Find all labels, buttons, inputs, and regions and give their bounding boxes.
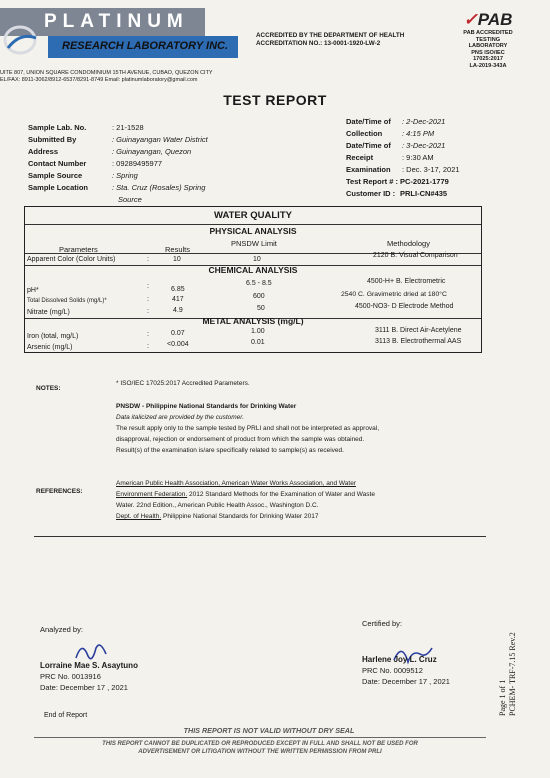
date-value: : 2-Dec-2021 xyxy=(402,117,446,126)
water-quality-table xyxy=(24,206,482,353)
certified-label: Certified by: xyxy=(362,619,403,628)
pab-accreditation xyxy=(448,10,528,70)
analyst-prc: PRC No. 0013916 xyxy=(40,672,101,681)
sample-values xyxy=(112,122,208,206)
cell-method: 4500-NO3- D Electrode Method xyxy=(355,303,454,310)
pab-line: 17025:2017 xyxy=(473,56,503,63)
analyst-date: Date: December 17 , 2021 xyxy=(40,683,128,692)
cell-param: pH* xyxy=(27,287,39,294)
divider xyxy=(25,224,481,225)
reference-line: Water. 22nd Edition., American Public Health Assoc., Washington D.C. xyxy=(116,502,319,509)
cell-param: Arsenic (mg/L) xyxy=(27,344,73,351)
date-value: : 3-Dec-2021 xyxy=(402,141,446,150)
divider xyxy=(34,737,486,738)
info-value-cont: Source xyxy=(118,195,142,204)
info-value: : Spring xyxy=(112,171,138,180)
references-label: REFERENCES: xyxy=(36,488,83,495)
pab-line: TESTING xyxy=(475,36,501,43)
cell-result: 10 xyxy=(173,256,181,263)
lab-name-top: PLATINUM xyxy=(44,11,189,32)
doh-accreditation xyxy=(256,32,404,48)
note-pnsdw: PNSDW - Philippine National Standards for Drinking Water xyxy=(116,403,297,410)
notes-label: NOTES: xyxy=(36,385,61,392)
footer-line: ADVERTISEMENT OR LITIGATION WITHOUT THE WRITTEN PERMISSION FROM PRLI xyxy=(138,749,382,755)
info-label: Contact Number xyxy=(28,159,87,168)
cell-sep: : xyxy=(147,283,149,290)
date-value: : 4:15 PM xyxy=(402,129,435,138)
info-value: : 09289495977 xyxy=(112,159,163,168)
info-label: Submitted By xyxy=(28,135,77,144)
customer-id: PRLI-CN#435 xyxy=(400,189,448,198)
cell-result: 0.07 xyxy=(171,330,185,337)
cell-sep: : xyxy=(147,343,149,350)
page-title: TEST REPORT xyxy=(223,92,327,108)
note-italic: Data italicized are provided by the customer. xyxy=(116,414,245,421)
cell-result: 4.9 xyxy=(173,307,183,314)
date-label: Examination xyxy=(346,165,391,174)
certifier-name: Harlene Joy L. Cruz xyxy=(362,655,437,664)
cell-method: 2120 B. Visual Comparison xyxy=(373,252,458,259)
date-value: : Dec. 3-17, 2021 xyxy=(402,165,460,174)
note-disclaimer: Result(s) of the examination is/are specifically related to sample(s) as received. xyxy=(116,447,344,454)
lab-emblem-icon xyxy=(2,18,42,58)
divider xyxy=(34,536,486,537)
cell-limit: 0.01 xyxy=(251,339,265,346)
info-value: : 21-1528 xyxy=(112,123,144,132)
cell-limit: 50 xyxy=(257,305,265,312)
reference-line: Dept. of Health. xyxy=(116,513,162,520)
cell-limit: 600 xyxy=(253,293,265,300)
note-disclaimer: disapproval, rejection or endorsement of product from which the sample was obtained. xyxy=(116,436,365,443)
section-chemical: CHEMICAL ANALYSIS xyxy=(208,265,298,275)
info-label: Sample Lab. No. xyxy=(28,123,87,132)
info-value: : Guinayangan Water District xyxy=(112,135,208,144)
date-value: : 9:30 AM xyxy=(402,153,434,162)
info-label: Address xyxy=(28,147,59,156)
accred-line: ACCREDITED BY THE DEPARTMENT OF HEALTH xyxy=(256,32,405,39)
pab-line: LA-2019-343A xyxy=(469,62,507,69)
contact-line: EL/FAX: 8911-3062/8912-6537/8291-8749 Email: platinumlaboratory@gmail.com xyxy=(0,77,198,83)
certifier-block xyxy=(362,654,450,687)
logo-bottom-band xyxy=(48,36,238,58)
footer-disclaimer xyxy=(40,740,480,756)
certifier-prc: PRC No. 0009512 xyxy=(362,666,423,675)
cell-result: 6.85 xyxy=(171,286,185,293)
cell-limit: 10 xyxy=(253,256,261,263)
cell-param: Nitrate (mg/L) xyxy=(27,309,70,316)
cell-sep: : xyxy=(147,296,149,303)
page-code xyxy=(498,632,518,716)
pab-logo xyxy=(448,10,528,30)
pab-line: PAB ACCREDITED xyxy=(463,30,513,36)
cell-method: 3111 B. Direct Air-Acetylene xyxy=(375,327,462,334)
info-label: Sample Source xyxy=(28,171,83,180)
form-code: PCHEM- TRF-7.15 Rev.2 xyxy=(508,632,517,716)
cell-param: Total Dissolved Solids (mg/L)* xyxy=(27,298,107,304)
lab-name-bottom: RESEARCH LABORATORY INC. xyxy=(62,40,229,52)
date-label: Date/Time of xyxy=(346,117,391,126)
notes-block xyxy=(116,378,379,456)
analyst-name: Lorraine Mae S. Asaytuno xyxy=(40,661,138,670)
lab-address xyxy=(0,70,213,84)
cell-sep: : xyxy=(147,331,149,338)
cell-method: 3113 B. Electrothermal AAS xyxy=(375,338,462,345)
date-label: Collection xyxy=(346,129,383,138)
date-values xyxy=(402,116,460,200)
section-metal: METAL ANALYSIS (mg/L) xyxy=(202,316,304,326)
reference-line: Environment Federation. xyxy=(116,491,188,498)
cell-param: Iron (total, mg/L) xyxy=(27,333,79,340)
cell-sep: : xyxy=(147,308,149,315)
cell-result: 417 xyxy=(172,296,184,303)
page-number: Page 1 of 1 xyxy=(498,679,507,716)
pab-line: LABORATORY xyxy=(468,43,508,50)
date-labels xyxy=(346,116,398,200)
end-of-report: End of Report xyxy=(44,712,88,719)
certifier-date: Date: December 17 , 2021 xyxy=(362,677,450,686)
header-parameters: Parameters xyxy=(59,245,98,254)
cell-result: <0.004 xyxy=(167,341,189,348)
date-label: Customer ID : xyxy=(346,189,396,198)
check-icon: ✓ xyxy=(463,10,478,29)
table-title: WATER QUALITY xyxy=(214,210,292,221)
reference-line: American Public Health Association, American Water Works Association, and Water xyxy=(116,480,356,487)
date-label: Date/Time of xyxy=(346,141,391,150)
report-number: PC-2021-1779 xyxy=(400,177,449,186)
note-disclaimer: The result apply only to the sample tested by PRLI and shall not be interpreted as approval, xyxy=(116,425,380,432)
info-value: : Guinayangan, Quezon xyxy=(112,147,192,156)
cell-limit: 1.00 xyxy=(251,328,265,335)
header-results: Results xyxy=(165,245,191,254)
address-line: UITE 807, UNION SQUARE CONDOMINIUM 15TH AVENUE, CUBAO, QUEZON CITY xyxy=(0,70,213,76)
cell-limit: 6.5 - 8.5 xyxy=(246,280,272,287)
header-limit: PNSDW Limit xyxy=(231,239,277,248)
cell-method: 4500-H+ B. Electrometric xyxy=(367,278,446,285)
reference-line: 2012 Standard Methods for the Examination of Water and Waste xyxy=(187,491,375,498)
info-value: : Sta. Cruz (Rosales) Spring xyxy=(112,183,206,192)
analyst-block xyxy=(40,660,138,693)
info-label: Sample Location xyxy=(28,183,89,192)
pab-logo-text: PAB xyxy=(477,10,513,29)
footer-dry-seal: THIS REPORT IS NOT VALID WITHOUT DRY SEAL xyxy=(183,726,355,735)
cell-sep: : xyxy=(147,256,149,263)
lab-logo xyxy=(0,8,240,58)
note-accredited: * ISO/IEC 17025:2017 Accredited Parameters. xyxy=(116,380,250,387)
pab-line: PNS ISO/IEC xyxy=(471,49,505,56)
header-methodology: Methodology xyxy=(387,239,430,248)
sample-labels xyxy=(28,122,88,194)
reference-line: Philippine National Standards for Drinking Water 2017 xyxy=(161,513,319,520)
accred-number: ACCREDITATION NO.: 13-0001-1920-LW-2 xyxy=(256,40,381,47)
date-label: Test Report # : xyxy=(346,177,398,186)
footer-line: THIS REPORT CANNOT BE DUPLICATED OR REPRODUCED EXCEPT IN FULL AND SHALL NOT BE USED FOR xyxy=(102,741,418,747)
section-physical: PHYSICAL ANALYSIS xyxy=(209,226,297,236)
cell-param: Apparent Color (Color Units) xyxy=(27,256,116,263)
date-label: Receipt xyxy=(346,153,374,162)
references-block xyxy=(116,478,375,522)
analyzed-label: Analyzed by: xyxy=(40,625,83,634)
cell-method: 2540 C. Gravimetric dried at 180°C xyxy=(341,291,447,298)
